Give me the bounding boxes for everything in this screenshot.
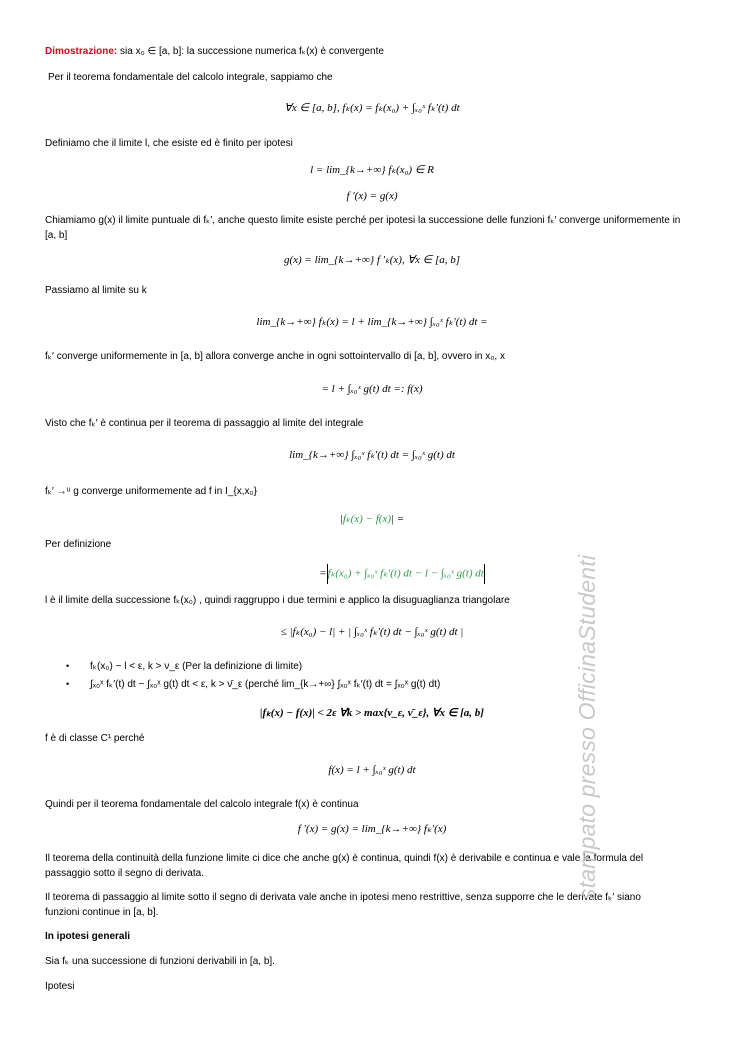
heading-general-hypotheses: In ipotesi generali	[45, 931, 131, 942]
paragraph-uniform-convergence: fₖ′ converge uniformemente in [a, b] allora converge anche in ogni sottointervallo di [a, b], ovvero in x₀, x	[45, 351, 505, 362]
bullet-item-integral-limit: ∫ₓ₀ˣ fₖ′(t) dt − ∫ₓ₀ˣ g(t) dt < ε, k > ν̄_ε (perché lim_{k→+∞} ∫ₓ₀ˣ fₖ′(t) dt = ∫ₓ₀ˣ g(t) dt)	[90, 679, 441, 690]
formula-expanded	[30, 564, 744, 584]
formula-f-integral: f(x) = l + ∫ₓ₀ˣ g(t) dt	[328, 764, 416, 776]
formula-derivative-g: f ′(x) = g(x)	[346, 190, 398, 202]
formula-triangle: ≤ |fₖ(x₀) − l| + | ∫ₓ₀ˣ fₖ′(t) dt − ∫ₓ₀ˣ g(t) dt |	[280, 626, 464, 638]
formula-bound: |fₖ(x) − f(x)| < 2ε ∀k > max{ν_ε, ν̄_ε}, ∀x ∈ [a, b]	[260, 707, 484, 719]
paragraph-pointwise-limit: Chiamiamo g(x) il limite puntuale di fₖ′, anche questo limite esiste perché per ipotesi la successione delle funzioni fₖ′ converge uniformemente in [a, b]	[45, 215, 681, 241]
paragraph-define-limit: Definiamo che il limite l, che esiste ed è finito per ipotesi	[45, 138, 293, 149]
paragraph-continuity: Visto che fₖ′ è continua per il teorema di passaggio al limite del integrale	[45, 418, 364, 429]
abs-fk-minus-f: fₖ(x) − f(x)	[342, 513, 391, 525]
formula-limit-integral: lim_{k→+∞} ∫ₓ₀ˣ fₖ′(t) dt = ∫ₓ₀ˣ g(t) dt	[289, 449, 455, 461]
paragraph-limit-function-continuity: Il teorema della continuità della funzione limite ci dice che anche g(x) è continua, quindi f(x) è derivabile e continua e vale la formula del passaggio sotto il segno di derivata.	[45, 853, 644, 879]
formula-limit-l: l = lim_{k→+∞} fₖ(x₀) ∈ R	[310, 164, 434, 176]
paragraph-less-restrictive: Il teorema di passaggio al limite sotto il segno di derivata vale anche in ipotesi meno restrittive, senza supporre che le derivate fₖ′ siano funzioni continue in [a, b].	[45, 892, 641, 918]
formula-equals-f: = l + ∫ₓ₀ˣ g(t) dt =: f(x)	[321, 383, 423, 395]
paragraph-by-definition: Per definizione	[45, 539, 112, 550]
formula-g-limit: g(x) = lim_{k→+∞} f ′ₖ(x), ∀x ∈ [a, b]	[283, 254, 461, 266]
formula-abs-difference	[0, 511, 744, 527]
bullet-item-limit-definition: fₖ(x₀) − l < ε, k > ν_ε (Per la definizione di limite)	[90, 661, 303, 672]
proof-intro	[45, 44, 685, 59]
abs-bar-right	[484, 564, 485, 584]
paragraph-pass-limit: Passiamo al limite su k	[45, 285, 147, 296]
paragraph-fundamental-theorem: Per il teorema fondamentale del calcolo integrale, sappiamo che	[48, 72, 333, 83]
paragraph-triangle-inequality: l è il limite della successione fₖ(x₀) , quindi raggruppo i due termini e applico la disuguaglianza triangolare	[45, 595, 510, 606]
proof-label: Dimostrazione:	[45, 46, 118, 57]
proof-intro-text: sia x₀ ∈ [a, b]: la successione numerica fₖ(x) è convergente	[117, 46, 384, 57]
abs-close: | =	[390, 513, 405, 525]
expanded-equals: =	[319, 567, 327, 580]
expanded-green-part: fₖ(x₀) + ∫ₓ₀ˣ fₖ′(t) dt − l − ∫ₓ₀ˣ g(t) dt	[327, 567, 484, 580]
paragraph-converge-to-f: fₖ′ →ᵘ g converge uniformemente ad f in I_{x,x₀}	[45, 486, 257, 497]
paragraph-class-c1: f è di classe C¹ perché	[45, 733, 145, 744]
bullet-2: •	[66, 679, 70, 689]
formula-fk-integral: ∀x ∈ [a, b], fₖ(x) = fₖ(x₀) + ∫ₓ₀ˣ fₖ′(t) dt	[284, 102, 460, 114]
paragraph-hypotheses: Ipotesi	[45, 981, 75, 992]
paragraph-sequence-derivable: Sia fₖ una successione di funzioni derivabili in [a, b].	[45, 956, 275, 967]
paragraph-f-continuous: Quindi per il teorema fondamentale del calcolo integrale f(x) è continua	[45, 799, 359, 810]
abs-open: |	[339, 513, 343, 525]
formula-f-prime-limit: f ′(x) = g(x) = lim_{k→+∞} fₖ′(x)	[297, 823, 447, 835]
formula-limit-fk: lim_{k→+∞} fₖ(x) = l + lim_{k→+∞} ∫ₓ₀ˣ fₖ′(t) dt =	[256, 316, 488, 328]
watermark-officina-studenti: stampato presso OfficinaStudenti	[574, 554, 600, 900]
bullet-1: •	[66, 661, 70, 671]
